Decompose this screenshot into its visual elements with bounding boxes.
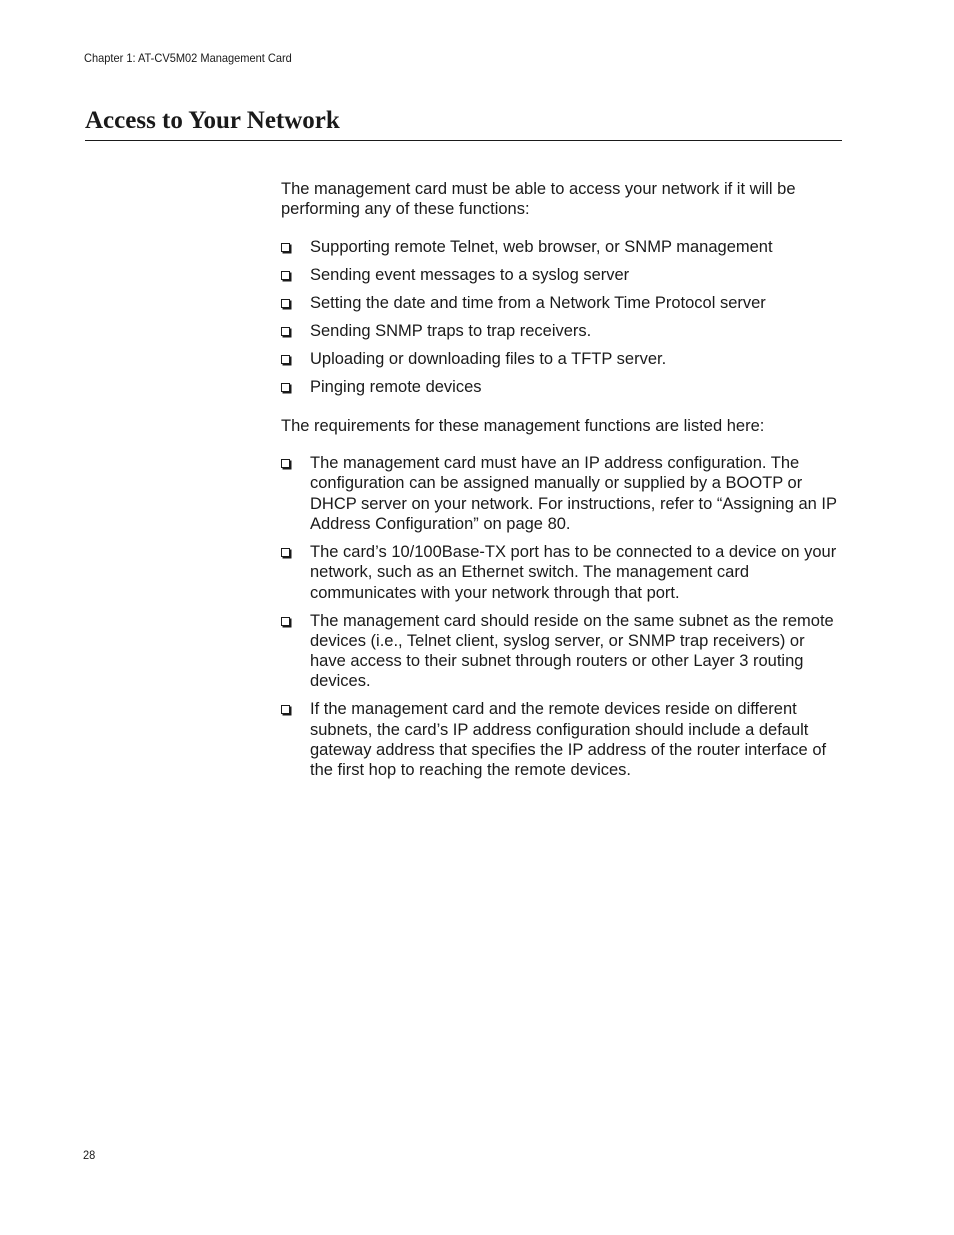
list-item-text: Sending event messages to a syslog server [310, 265, 630, 284]
list-item-text: Uploading or downloading files to a TFTP server. [310, 349, 667, 368]
list-item [281, 611, 843, 692]
checkbox-bullet-icon [281, 327, 290, 336]
checkbox-bullet-icon [281, 243, 290, 252]
list-item [281, 321, 843, 341]
functions-list [281, 237, 843, 397]
body-text [281, 179, 843, 781]
checkbox-bullet-icon [281, 383, 290, 392]
list-item [281, 349, 843, 369]
checkbox-bullet-icon [281, 271, 290, 280]
list-item-text: If the management card and the remote devices reside on different subnets, the card’s IP address configuration should include a default gateway address that specifies the IP address of the router interface of the first hop to reaching the remote devices. [310, 700, 827, 780]
checkbox-bullet-icon [281, 548, 290, 557]
checkbox-bullet-icon [281, 459, 290, 468]
requirements-list [281, 453, 843, 781]
checkbox-bullet-icon [281, 299, 290, 308]
list-item [281, 377, 843, 397]
list-item-text: The management card should reside on the same subnet as the remote devices (i.e., Telnet client, syslog server, or SNMP trap receivers) or have access to their subnet through routers or other Layer 3 routing devices. [310, 611, 834, 691]
list-item-text: Setting the date and time from a Network Time Protocol server [310, 293, 766, 312]
page-number: 28 [83, 1148, 96, 1162]
list-item-text: The card’s 10/100Base-TX port has to be connected to a device on your network, such as an Ethernet switch. The management card communicates with your network through that port. [310, 542, 837, 602]
requirements-paragraph: The requirements for these management functions are listed here: [281, 416, 765, 435]
list-item [281, 237, 843, 257]
running-header: Chapter 1: AT-CV5M02 Management Card [84, 51, 292, 65]
list-item [281, 265, 843, 285]
list-item-text: Sending SNMP traps to trap receivers. [310, 321, 592, 340]
section-title: Access to Your Network [85, 107, 340, 134]
title-divider [85, 140, 842, 141]
list-item [281, 699, 843, 780]
list-item [281, 453, 843, 534]
checkbox-bullet-icon [281, 705, 290, 714]
checkbox-bullet-icon [281, 617, 290, 626]
list-item [281, 293, 843, 313]
list-item-text: The management card must have an IP address configuration. The configuration can be assigned manually or supplied by a BOOTP or DHCP server on your network. For instructions, refer to “Assigning an IP Address Configuration” on page 80. [310, 454, 837, 533]
list-item [281, 542, 843, 603]
intro-paragraph: The management card must be able to access your network if it will be performing any of these functions: [281, 180, 796, 219]
list-item-text: Pinging remote devices [310, 377, 482, 396]
checkbox-bullet-icon [281, 355, 290, 364]
list-item-text: Supporting remote Telnet, web browser, or SNMP management [310, 237, 773, 256]
